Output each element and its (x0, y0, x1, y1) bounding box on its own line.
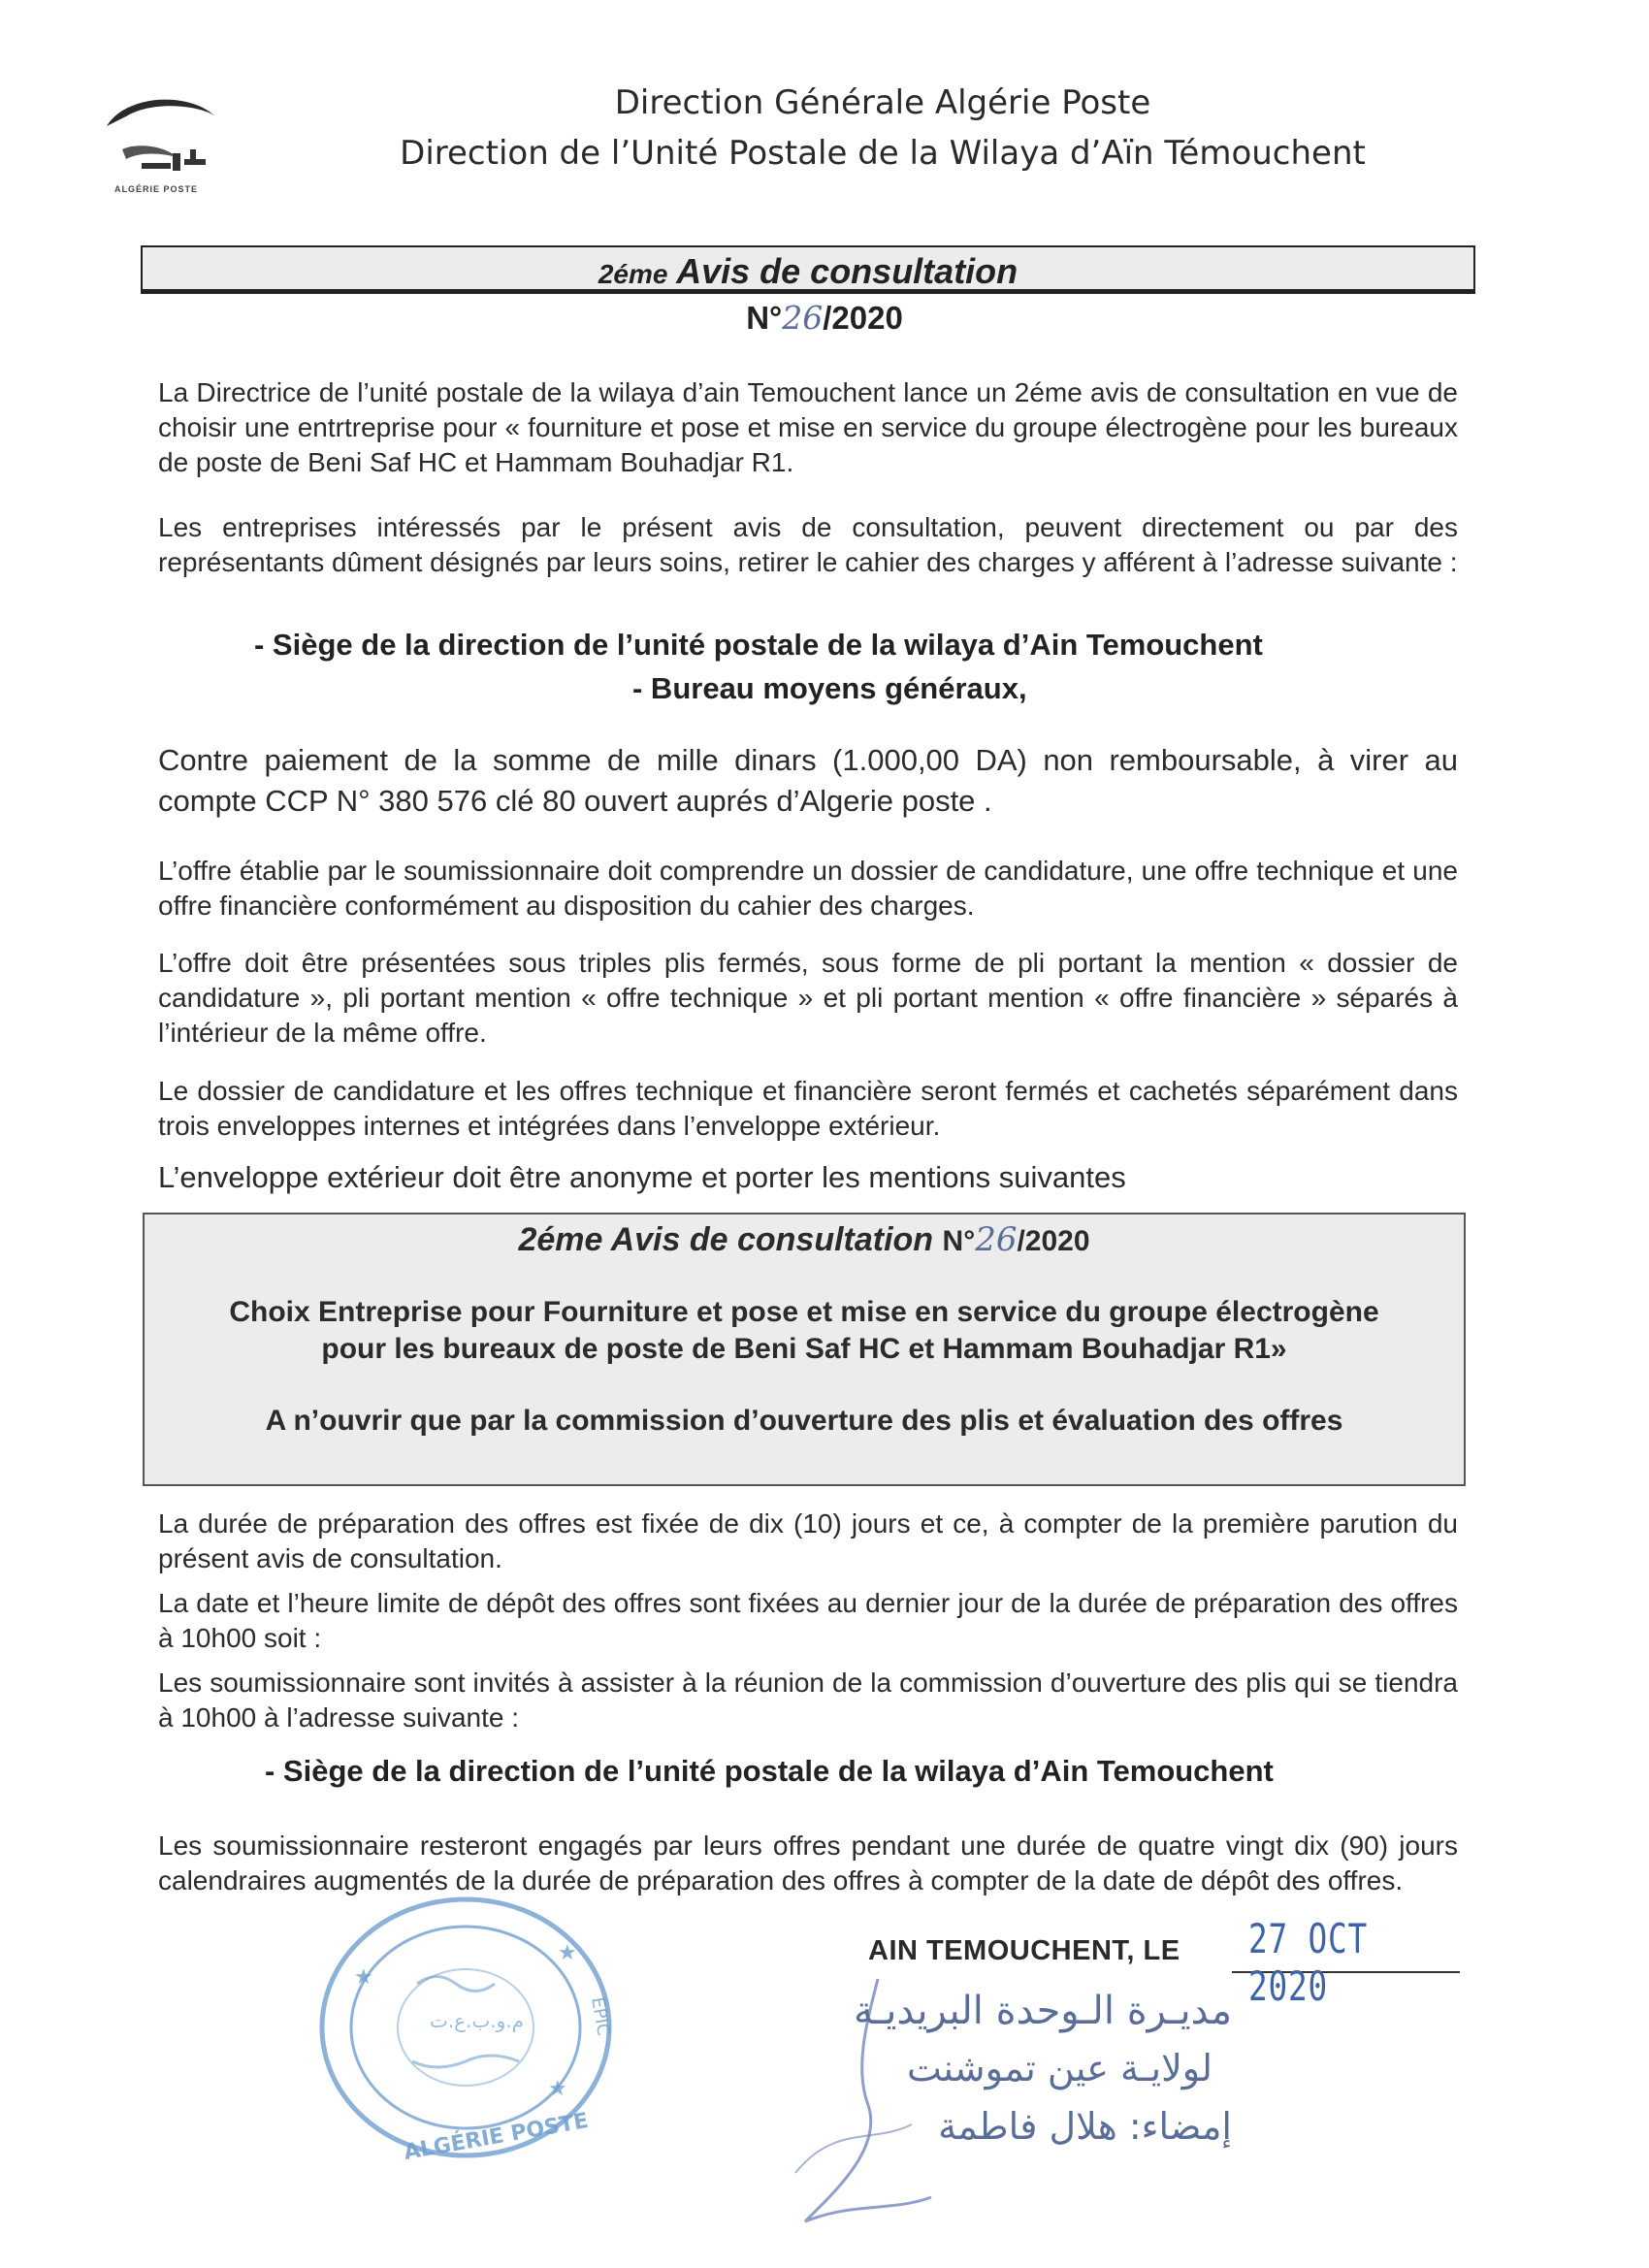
handwritten-number: 26 (782, 299, 824, 337)
envelope-number-suffix: /2020 (1017, 1225, 1090, 1257)
envelope-line-2: pour les bureaux de poste de Beni Saf HC et Hammam Bouhadjar R1» (321, 1333, 1287, 1365)
address-line-2: - Bureau moyens généraux, (632, 671, 1027, 705)
stamp-graphic (315, 1892, 616, 2163)
arabic-signature-block (776, 1979, 1232, 2260)
paragraph-preparation-duration: La durée de préparation des offres est fixée de dix (10) jours et ce, à compter de la première parution du présent avis de consultation. (158, 1508, 1458, 1573)
signature-title-line-1: مديـرة الـوحدة البريديـة (854, 1989, 1232, 2033)
paragraph-candidature: Le dossier de candidature et les offres technique et financière seront fermés et cachetés séparément dans trois enveloppes internes et intégrées dans l’enveloppe extérieur. (158, 1076, 1458, 1141)
date-stamp: 27 OCT 2020 (1248, 1915, 1369, 2010)
envelope-mention-box (143, 1213, 1466, 1486)
header-line-2: Direction de l’Unité Postale de la Wilaya d’Aïn Témouchent (400, 134, 1366, 173)
header-line-1: Direction Générale Algérie Poste (614, 83, 1151, 122)
envelope-title (145, 1220, 1464, 1259)
title-main: Avis de consultation (676, 251, 1018, 291)
place-label: AIN TEMOUCHENT, LE (868, 1935, 1180, 1966)
paragraph-sealed-envelopes: L’offre doit être présentées sous triples plis fermés, sous forme de pli portant la mention « dossier de candidature », pli portant mention « offre technique » et pli portant mention « offre financière » séparés à l’intérieur de la même offre. (158, 948, 1458, 1048)
stamp-side-text: EPIC (587, 1995, 614, 2038)
envelope-handwritten-number: 26 (975, 1220, 1018, 1259)
signature-title-line-2: لولايـة عين تموشنت (907, 2047, 1212, 2090)
svg-text:★: ★ (558, 1940, 577, 1964)
title-prefix: 2éme (598, 259, 668, 289)
paragraph-outer-envelope: L’enveloppe extérieur doit être anonyme et porter les mentions suivantes (158, 1160, 1126, 1194)
paragraph-intro: La Directrice de l’unité postale de la wilaya d’ain Temouchent lance un 2éme avis de consultation en vue de choisir une entrtreprise pour « fourniture et pose et mise en service du groupe électrogène pour les bureaux de poste de Beni Saf HC et Hammam Bouhadjar R1. (158, 377, 1458, 477)
paragraph-payment: Contre paiement de la somme de mille dinars (1.000,00 DA) non remboursable, à virer au compte CCP N° 380 576 clé 80 ouvert auprés d’Algerie poste . (158, 743, 1458, 818)
official-round-stamp (315, 1892, 616, 2163)
envelope-line-3: A n’ouvrir que par la commission d’ouverture des plis et évaluation des offres (265, 1405, 1343, 1437)
address-line-1: - Siège de la direction de l’unité postale de la wilaya d’Ain Temouchent (254, 628, 1263, 662)
svg-text:★: ★ (548, 2076, 567, 2100)
title-text (143, 251, 1473, 292)
paragraph-retrieval: Les entreprises intéressés par le présent avis de consultation, peuvent directement ou par des représentants dûment désignés par leurs soins, retirer le cahier des charges y afférent à l’adresse suivante : (158, 512, 1458, 577)
signature-title-line-3: إمضاء: هلال فاطمة (938, 2105, 1232, 2148)
envelope-number-prefix: N° (942, 1225, 976, 1257)
logo-text: ALGÉRIE POSTE (114, 184, 199, 194)
title-number (0, 299, 1649, 337)
number-prefix: N° (746, 300, 783, 336)
envelope-line-1: Choix Entreprise pour Fourniture et pose et mise en service du groupe électrogène (229, 1296, 1379, 1328)
stamp-inner-text: م.و.ب.ع.ت (430, 2009, 525, 2032)
place-date-line (868, 1915, 1470, 2010)
number-suffix: /2020 (823, 300, 903, 336)
address-line-3: - Siège de la direction de l’unité postale de la wilaya d’Ain Temouchent (265, 1754, 1274, 1788)
svg-text:★: ★ (354, 1964, 373, 1989)
paragraph-meeting: Les soumissionnaire sont invités à assister à la réunion de la commission d’ouverture des plis qui se tiendra à 10h00 à l’adresse suivante : (158, 1668, 1458, 1733)
paragraph-validity: Les soumissionnaire resteront engagés par leurs offres pendant une durée de quatre vingt dix (90) jours calendraires augmentés de la durée de préparation des offres à compter de la date de dépôt des offres. (158, 1831, 1458, 1895)
envelope-title-main: 2éme Avis de consultation (518, 1221, 934, 1258)
paragraph-offer-contents: L’offre établie par le soumissionnaire doit comprendre un dossier de candidature, une offre technique et une offre financière conformément au disposition du cahier des charges. (158, 856, 1458, 921)
paragraph-deadline: La date et l’heure limite de dépôt des offres sont fixées au dernier jour de la durée de préparation des offres à 10h00 soit : (158, 1588, 1458, 1653)
title-box (141, 245, 1475, 294)
stamp-outer-text: ALGÉRIE POSTE (402, 2108, 591, 2163)
